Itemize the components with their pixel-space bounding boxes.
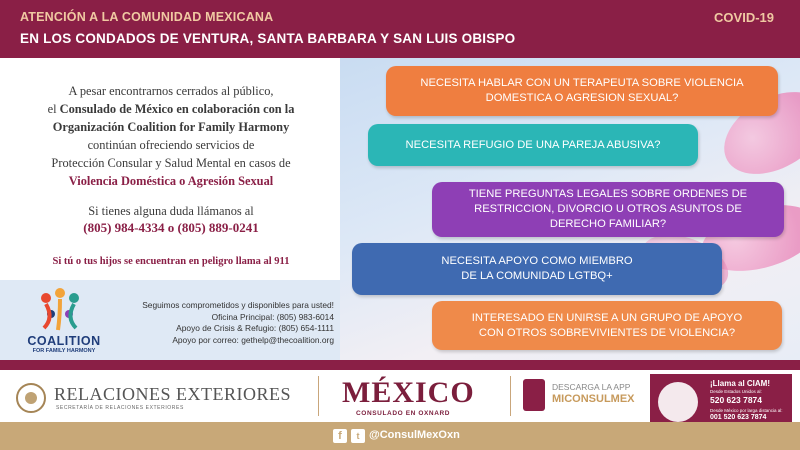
twitter-icon[interactable]: t (351, 429, 365, 443)
mexico-logo-text: MÉXICO (342, 376, 475, 409)
service-lgtbq[interactable]: NECESITA APOYO COMO MIEMBRO DE LA COMUNIDAD LGTBQ+ (352, 243, 722, 295)
divider (510, 376, 511, 416)
intro-line: Organización Coalition for Family Harmony (52, 120, 290, 134)
intro-line: continúan ofreciendo servicios de (87, 138, 255, 152)
service-legal[interactable]: TIENE PREGUNTAS LEGALES SOBRE ORDENES DE RESTRICCION, DIVORCIO U OTROS ASUNTOS DE DERECHO FAMILIAR? (432, 182, 784, 237)
services-panel (340, 58, 800, 360)
coalition-tagline: FOR FAMILY HARMONY (32, 348, 96, 354)
intro-text (12, 82, 330, 190)
header-subtitle: EN LOS CONDADOS DE VENTURA, SANTA BARBARA Y SAN LUIS OBISPO (20, 31, 516, 46)
coalition-info-line: Oficina Principal: (805) 983-6014 (211, 311, 334, 322)
ciam-mx-label: Desde México por larga distancia al: (710, 408, 783, 413)
intro-line: Protección Consular y Salud Mental en casos de (51, 156, 291, 170)
eagle-seal-icon (16, 383, 46, 413)
app-name[interactable]: MICONSULMEX (552, 393, 635, 405)
divider (318, 376, 319, 416)
covid-tag: COVID-19 (714, 10, 774, 25)
coalition-info-line: Seguimos comprometidos y disponibles para usted! (142, 300, 334, 310)
ciam-us-label: Desde Estados Unidos al: (710, 389, 762, 394)
service-support-group[interactable]: INTERESADO EN UNIRSE A UN GRUPO DE APOYO CON OTROS SOBREVIVIENTES DE VIOLENCIA? (432, 301, 782, 350)
ciam-us-number[interactable]: 520 623 7874 (710, 395, 762, 405)
facebook-icon[interactable]: f (333, 429, 347, 443)
header-title: ATENCIÓN A LA COMUNIDAD MEXICANA (20, 10, 274, 24)
social-bar (0, 422, 800, 450)
app-phone-icon[interactable] (523, 379, 545, 411)
ciam-mx-number[interactable]: 001 520 623 7874 (710, 414, 767, 421)
coalition-name: COALITION (27, 334, 101, 348)
divider-strip (0, 360, 800, 370)
header-banner (0, 0, 800, 58)
intro-line: el Consulado de México en colaboración con la (47, 102, 295, 116)
app-prompt: DESCARGA LA APP (552, 382, 631, 392)
coalition-logo-icon (34, 288, 86, 332)
coalition-panel (0, 280, 340, 360)
service-shelter[interactable]: NECESITA REFUGIO DE UNA PAREJA ABUSIVA? (368, 124, 698, 166)
call-prompt: Si tienes alguna duda llámanos al (88, 204, 254, 218)
info-panel (0, 58, 340, 280)
sre-subtitle: SECRETARÍA DE RELACIONES EXTERIORES (56, 405, 184, 411)
ciam-title: ¡Llama al CIAM! (710, 379, 771, 388)
violence-highlight: Violencia Doméstica o Agresión Sexual (68, 174, 274, 188)
service-therapist[interactable]: NECESITA HABLAR CON UN TERAPEUTA SOBRE VIOLENCIA DOMESTICA O AGRESION SEXUAL? (386, 66, 778, 116)
phone-numbers[interactable]: (805) 984-4334 o (805) 889-0241 (83, 220, 259, 235)
sre-logo-text: RELACIONES EXTERIORES (54, 384, 291, 404)
coalition-email-line[interactable]: Apoyo por correo: gethelp@thecoalition.org (172, 334, 334, 345)
consulate-name: CONSULADO EN OXNARD (356, 410, 451, 417)
footer-logos (0, 370, 800, 422)
coalition-contact-info (142, 300, 334, 346)
emergency-notice: Si tú o tus hijos se encuentran en peligro llama al 911 (52, 256, 290, 267)
intro-line: A pesar encontrarnos cerrados al público, (68, 84, 274, 98)
headset-person-icon (658, 382, 698, 422)
social-handle[interactable]: @ConsulMexOxn (369, 429, 460, 441)
coalition-info-line: Apoyo de Crisis & Refugio: (805) 654-1111 (176, 323, 334, 333)
